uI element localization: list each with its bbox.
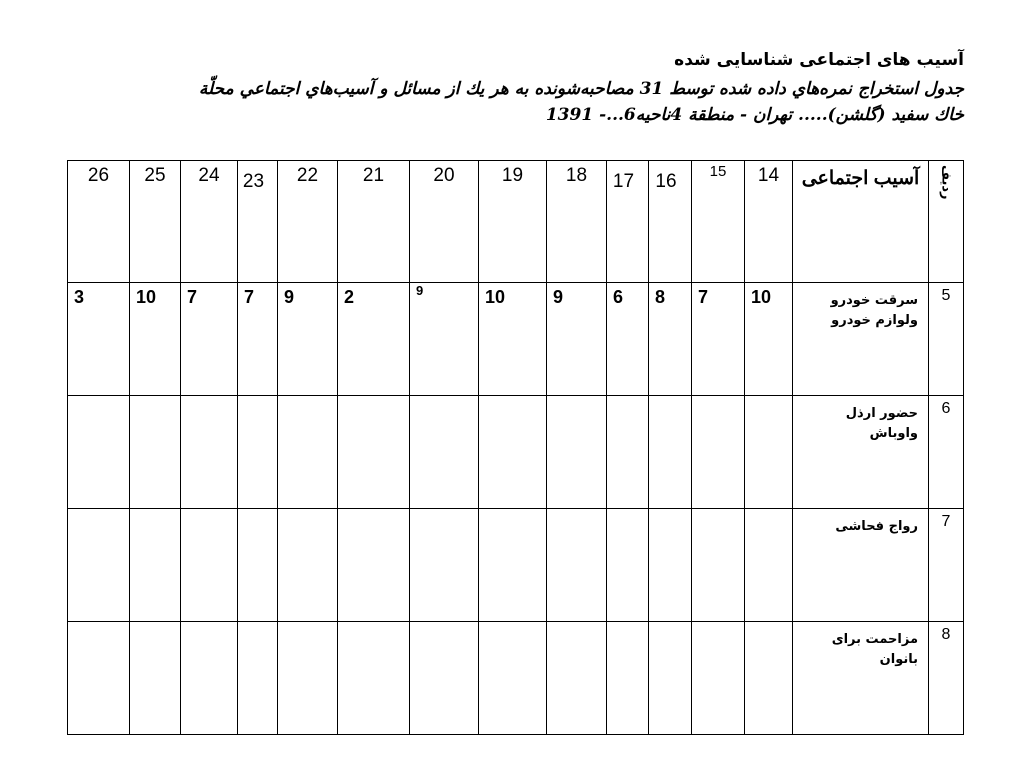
score-cell	[607, 396, 649, 509]
score-cell	[410, 509, 479, 622]
score-cell: 7	[238, 283, 278, 396]
score-cell	[649, 622, 692, 735]
header-col-15: 15	[692, 161, 745, 283]
score-cell	[278, 396, 338, 509]
header-col-23: 23	[238, 161, 278, 283]
score-cell	[181, 509, 238, 622]
score-cell	[68, 509, 130, 622]
score-cell: 10	[479, 283, 547, 396]
header-col-21: 21	[338, 161, 410, 283]
score-cell	[130, 509, 181, 622]
issue-cell: حضور ارذل واوباش	[793, 396, 929, 509]
score-cell	[479, 622, 547, 735]
header-col-16: 16	[649, 161, 692, 283]
score-cell	[68, 622, 130, 735]
score-cell: 7	[692, 283, 745, 396]
document-title: آسیب های اجتماعی شناسایی شده	[674, 50, 964, 70]
row-number: 6	[929, 396, 964, 509]
table-caption	[60, 76, 964, 128]
table-row	[68, 622, 964, 735]
score-cell	[410, 622, 479, 735]
score-cell: 9	[547, 283, 607, 396]
score-cell	[692, 622, 745, 735]
score-cell	[745, 622, 793, 735]
header-col-17: 17	[607, 161, 649, 283]
header-col-20: 20	[410, 161, 479, 283]
header-col-22: 22	[278, 161, 338, 283]
row-number: 5	[929, 283, 964, 396]
score-cell	[410, 396, 479, 509]
score-cell	[338, 509, 410, 622]
score-cell	[181, 622, 238, 735]
header-col-19: 19	[479, 161, 547, 283]
score-cell: 2	[338, 283, 410, 396]
score-cell	[238, 396, 278, 509]
header-radif: ردیف	[929, 161, 964, 283]
table-row	[68, 396, 964, 509]
table-row	[68, 509, 964, 622]
issue-cell: سرقت خودرو ولوازم خودرو	[793, 283, 929, 396]
score-cell	[278, 509, 338, 622]
issue-cell: رواج فحاشی	[793, 509, 929, 622]
score-cell	[745, 396, 793, 509]
header-col-18: 18	[547, 161, 607, 283]
table-header-row	[68, 161, 964, 283]
score-cell	[649, 509, 692, 622]
score-cell	[130, 622, 181, 735]
row-number: 7	[929, 509, 964, 622]
score-cell	[607, 509, 649, 622]
score-cell: 10	[745, 283, 793, 396]
score-cell: 7	[181, 283, 238, 396]
issue-cell: مزاحمت برای بانوان	[793, 622, 929, 735]
score-cell	[181, 396, 238, 509]
score-cell	[479, 509, 547, 622]
score-cell	[338, 622, 410, 735]
score-cell	[649, 396, 692, 509]
score-cell	[238, 509, 278, 622]
score-cell: 6	[607, 283, 649, 396]
table-row	[68, 283, 964, 396]
header-issue: آسیب اجتماعی	[793, 161, 929, 283]
score-cell: 10	[130, 283, 181, 396]
score-cell	[130, 396, 181, 509]
caption-line-2: خاك سفيد (گلشن)..... تهران - منطقة 4ناحيه6...- 1391	[545, 105, 964, 125]
score-cell	[238, 622, 278, 735]
score-cell	[547, 622, 607, 735]
score-cell	[547, 396, 607, 509]
score-cell: 9	[410, 283, 479, 396]
score-cell	[692, 509, 745, 622]
score-cell	[547, 509, 607, 622]
score-cell	[278, 622, 338, 735]
score-cell: 3	[68, 283, 130, 396]
header-col-14: 14	[745, 161, 793, 283]
score-cell	[338, 396, 410, 509]
score-cell	[479, 396, 547, 509]
score-cell: 9	[278, 283, 338, 396]
document-heading	[60, 48, 964, 128]
caption-line-1: جدول استخراج نمره‌هاي داده شده توسط 31 مصاحبه‌شونده به هر يك از مسائل و آسيب‌هاي اجتماعي محلّة	[198, 79, 964, 99]
score-cell: 8	[649, 283, 692, 396]
header-col-26: 26	[68, 161, 130, 283]
header-col-24: 24	[181, 161, 238, 283]
header-col-25: 25	[130, 161, 181, 283]
score-cell	[692, 396, 745, 509]
scores-table	[67, 160, 964, 735]
score-cell	[745, 509, 793, 622]
score-cell	[68, 396, 130, 509]
score-cell	[607, 622, 649, 735]
row-number: 8	[929, 622, 964, 735]
